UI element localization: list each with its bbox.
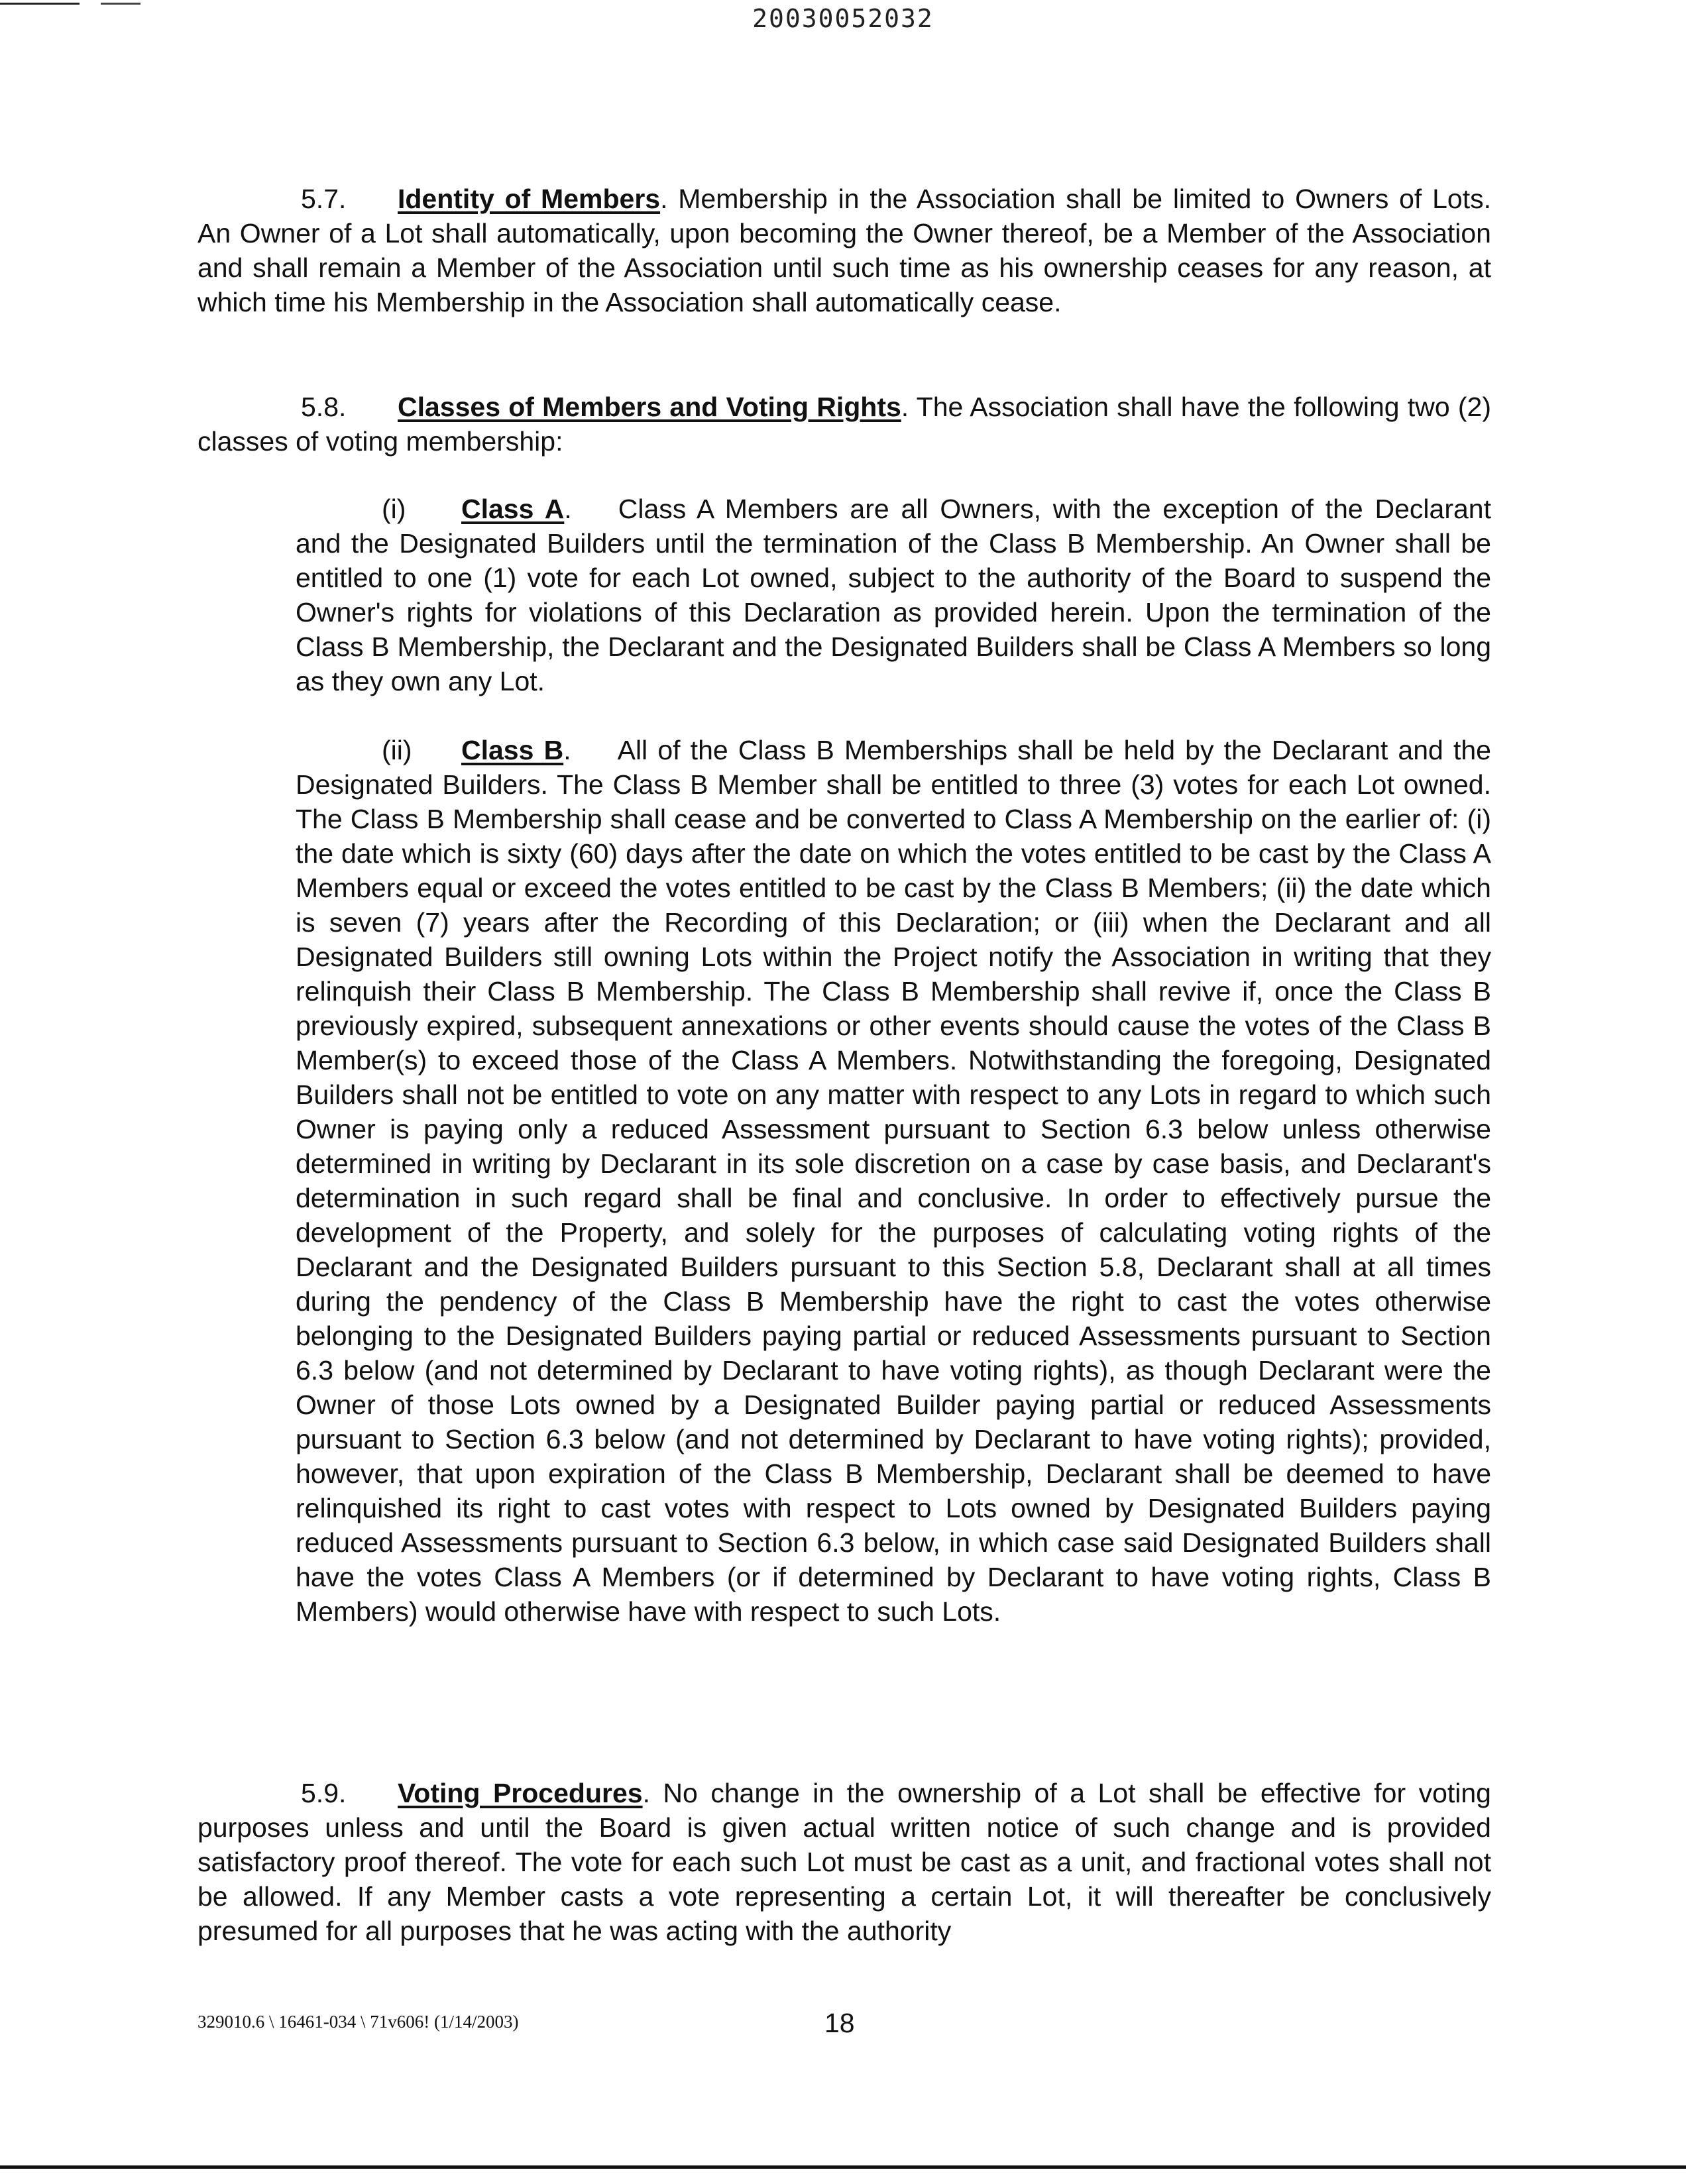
bottom-rule [0,2165,1686,2169]
heading-punct: . [563,735,571,765]
subsection-heading: Class B [461,735,564,765]
page-number: 18 [824,2008,855,2038]
section-number: 5.7. [301,184,347,214]
paragraph [197,390,1491,459]
section-5-7 [197,182,1491,319]
subsection-class-a [197,492,1491,698]
section-5-8 [197,390,1491,459]
subsection-class-b [197,733,1491,1629]
paragraph [197,182,1491,319]
subsection-text: Class A Members are all Owners, with the exception of the Declarant and the Designated Builders until the termination of the Class B Membership. An Owner shall be entitled to one (1) vote for each Lot owned, subject to the authority of the Board to suspend the Owner's rights for violations of this Declaration as provided herein. Upon the termination of the Class B Membership, the Declarant and the Designated Builders shall be Class A Members so long as they own any Lot. [296,494,1491,696]
paragraph [296,733,1491,1629]
section-number: 5.9. [301,1778,347,1808]
document-number: 20030052032 [752,4,934,33]
section-text: . The Association shall have the following two (2) classes of voting membership: [197,392,1491,457]
paragraph [197,1776,1491,1948]
footer-document-id: 329010.6 \ 16461-034 \ 71v606! (1/14/2003) [197,2012,519,2032]
section-text: . Membership in the Association shall be limited to Owners of Lots. An Owner of a Lot shall automatically, upon becoming the Owner thereof, be a Member of the Association and shall remain a Member of the Association until such time as his ownership ceases for any reason, at which time his Membership in the Association shall automatically cease. [197,184,1491,317]
heading-punct: . [564,494,572,524]
section-heading: Classes of Members and Voting Rights [398,392,901,422]
paragraph [296,492,1491,698]
subsection-text: All of the Class B Memberships shall be held by the Declarant and the Designated Builders. The Class B Member shall be entitled to three (3) votes for each Lot owned. The Class B Membership shall cease and be converted to Class A Membership on the earlier of: (i) the date which is sixty (60) days after the date on which the votes entitled to be cast by the Class A Members equal or exceed the votes entitled to be cast by the Class B Members; (ii) the date which is seven (7) years after the Recording of this Declaration; or (iii) when the Declarant and all Designated Builders still owning Lots within the Project notify the Association in writing that they relinquish their Class B Membership. The Class B Membership shall revive if, once the Class B previously expired, subsequent annexations or other events should cause the votes of the Class B Member(s) to exceed those of the Class A Members. Notwithstanding the foregoing, Designated Builders shall not be entitled to vote on any matter with respect to any Lots in regard to which such Owner is paying only a reduced Assessment pursuant to Section 6.3 below unless otherwise determined in writing by Declarant in its sole discretion on a case by case basis, and Declarant's determination in such regard shall be final and conclusive. In order to effectively pursue the development of the Property, and solely for the purposes of calculating voting rights of the Declarant and the Designated Builders pursuant to this Section 5.8, Declarant shall at all times during the pendency of the Class B Membership have the right to cast the votes otherwise belonging to the Designated Builders paying partial or reduced Assessments pursuant to Section 6.3 below (and not determined by Declarant to have voting rights), as though Declarant were the Owner of those Lots owned by a Designated Builder paying partial or reduced Assessments pursuant to Section 6.3 below (and not determined by Declarant to have voting rights); provided, however, that upon expiration of the Class B Membership, Declarant shall be deemed to have relinquished its right to cast votes with respect to Lots owned by Designated Builders paying reduced Assessments pursuant to Section 6.3 below, in which case said Designated Builders shall have the votes Class A Members (or if determined by Declarant to have voting rights, Class B Members) would otherwise have with respect to such Lots. [296,735,1491,1627]
section-number: 5.8. [301,392,347,422]
section-heading: Voting Procedures [398,1778,643,1808]
subsection-heading: Class A [461,494,565,524]
section-text: . No change in the ownership of a Lot shall be effective for voting purposes unless and until the Board is given actual written notice of such change and is provided satisfactory proof thereof. The vote for each such Lot must be cast as a unit, and fractional votes shall not be allowed. If any Member casts a vote representing a certain Lot, it will thereafter be conclusively presumed for all purposes that he was acting with the authority [197,1778,1491,1946]
subsection-number: (ii) [382,735,412,765]
section-5-9 [197,1776,1491,1948]
section-heading: Identity of Members [398,184,661,214]
subsection-number: (i) [382,494,406,524]
